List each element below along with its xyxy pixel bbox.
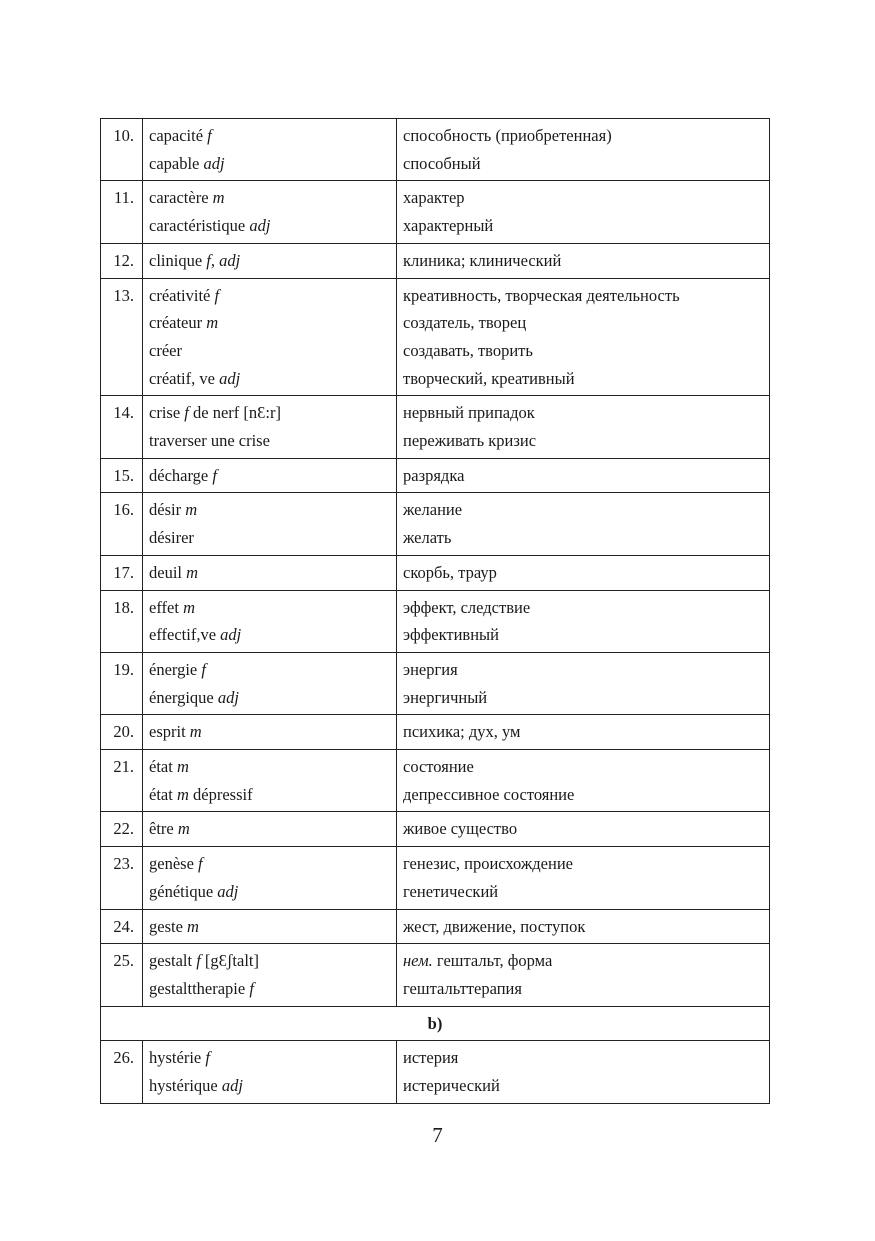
term-text: clinique [149, 250, 207, 270]
grammar-marker: adj [217, 687, 239, 707]
grammar-marker: f [207, 126, 212, 145]
vocab-row [101, 652, 770, 714]
french-term-cell [143, 652, 397, 714]
term-text: gestalt [149, 951, 197, 971]
entry-number: 16. [101, 493, 143, 555]
russian-translation-line [403, 656, 763, 684]
term-text: créatif, ve [149, 368, 220, 388]
term-text: разрядка [403, 465, 465, 485]
french-term-line [149, 975, 390, 1003]
term-text: énergique [149, 687, 218, 707]
vocab-row [101, 555, 770, 590]
russian-translation-line [403, 524, 763, 552]
french-term-cell [143, 847, 397, 909]
entry-number: 18. [101, 590, 143, 652]
russian-translation-cell [397, 396, 770, 458]
term-text: создатель, творец [403, 313, 527, 333]
entry-number: 22. [101, 812, 143, 847]
term-text: hystérie [149, 1048, 206, 1068]
french-term-line [149, 815, 390, 843]
entry-number: 10. [101, 119, 143, 181]
french-term-line [149, 781, 390, 809]
term-text: креативность, творческая деятельность [403, 285, 680, 305]
russian-translation-line [403, 913, 763, 941]
vocab-row [101, 119, 770, 181]
grammar-marker: f [184, 403, 189, 423]
russian-translation-line [403, 122, 763, 150]
french-term-cell [143, 750, 397, 812]
russian-translation-line [403, 462, 763, 490]
grammar-marker: f [198, 854, 203, 874]
vocab-row [101, 944, 770, 1006]
russian-translation-cell [397, 812, 770, 847]
vocabulary-table [100, 118, 770, 1104]
russian-translation-cell [397, 750, 770, 812]
grammar-marker: adj [221, 1076, 243, 1096]
french-term-line [149, 309, 390, 337]
term-text: esprit [149, 722, 190, 742]
french-term-line [149, 621, 390, 649]
grammar-marker: f [212, 465, 217, 485]
entry-number: 20. [101, 715, 143, 750]
vocab-row [101, 493, 770, 555]
term-text: décharge [149, 465, 213, 485]
grammar-marker: m [212, 188, 225, 208]
grammar-marker: adj [219, 368, 241, 388]
term-text: génétique [149, 881, 218, 901]
russian-translation-line [403, 621, 763, 649]
term-text: être [149, 819, 178, 839]
vocab-row [101, 458, 770, 493]
entry-number: 17. [101, 555, 143, 590]
french-term-cell [143, 181, 397, 243]
french-term-line [149, 1072, 390, 1100]
term-text: творческий, креативный [403, 368, 575, 388]
entry-number: 26. [101, 1041, 143, 1103]
vocab-row [101, 847, 770, 909]
entry-number: 14. [101, 396, 143, 458]
term-text: гештальт, форма [432, 951, 553, 971]
russian-translation-cell [397, 458, 770, 493]
term-text: истерия [403, 1048, 459, 1068]
french-term-line [149, 656, 390, 684]
grammar-marker: f [201, 659, 206, 679]
russian-translation-cell [397, 555, 770, 590]
term-text: genèse [149, 854, 199, 874]
french-term-line [149, 559, 390, 587]
term-text: желать [403, 528, 452, 548]
french-term-line [149, 212, 390, 240]
russian-translation-cell [397, 909, 770, 944]
term-text: créateur [149, 313, 207, 333]
term-text: de nerf [nƐ:r] [188, 403, 281, 423]
french-term-cell [143, 909, 397, 944]
term-text: désir [149, 500, 186, 520]
term-text: генетический [403, 881, 499, 901]
term-text: crise [149, 403, 185, 423]
vocab-row [101, 812, 770, 847]
vocab-row [101, 243, 770, 278]
term-text: депрессивное состояние [403, 784, 575, 804]
french-term-line [149, 913, 390, 941]
russian-translation-line [403, 496, 763, 524]
grammar-marker: m [187, 916, 199, 936]
grammar-marker: m [176, 784, 189, 804]
french-term-line [149, 947, 390, 975]
entry-number: 23. [101, 847, 143, 909]
entry-number: 19. [101, 652, 143, 714]
russian-translation-line [403, 947, 763, 975]
russian-translation-cell [397, 590, 770, 652]
term-text: способность (приобретенная) [403, 126, 612, 145]
french-term-line [149, 150, 390, 178]
french-term-line [149, 753, 390, 781]
russian-translation-line [403, 309, 763, 337]
term-text: жест, движение, поступок [403, 916, 586, 936]
vocabulary-table-body [101, 119, 770, 1104]
russian-translation-cell [397, 715, 770, 750]
entry-number: 25. [101, 944, 143, 1006]
term-text: deuil [149, 562, 187, 582]
french-term-cell [143, 555, 397, 590]
french-term-line [149, 718, 390, 746]
russian-translation-cell [397, 493, 770, 555]
french-term-cell [143, 590, 397, 652]
grammar-marker: adj [203, 153, 225, 173]
term-text: способный [403, 153, 481, 173]
term-text: желание [403, 500, 463, 520]
russian-translation-cell [397, 243, 770, 278]
term-text: энергичный [403, 687, 488, 707]
term-text: живое существо [403, 819, 518, 839]
french-term-line [149, 122, 390, 150]
term-text: désirer [149, 528, 194, 548]
grammar-marker: нем. [403, 951, 433, 971]
french-term-line [149, 399, 390, 427]
term-text: créativité [149, 285, 215, 305]
grammar-marker: m [189, 722, 202, 742]
russian-translation-cell [397, 1041, 770, 1103]
french-term-cell [143, 243, 397, 278]
entry-number: 12. [101, 243, 143, 278]
term-text: état [149, 784, 177, 804]
term-text: effet [149, 597, 184, 617]
term-text: скорбь, траур [403, 562, 497, 582]
page-number: 7 [432, 1123, 443, 1147]
french-term-cell [143, 1041, 397, 1103]
russian-translation-cell [397, 944, 770, 1006]
french-term-line [149, 850, 390, 878]
term-text: характер [403, 188, 465, 208]
entry-number: 13. [101, 278, 143, 396]
term-text: capacité [149, 126, 208, 145]
french-term-line [149, 282, 390, 310]
french-term-line [149, 684, 390, 712]
grammar-marker: f [214, 285, 220, 305]
grammar-marker: m [206, 313, 219, 333]
russian-translation-line [403, 781, 763, 809]
entry-number: 11. [101, 181, 143, 243]
russian-translation-cell [397, 278, 770, 396]
grammar-marker: adj [217, 881, 239, 901]
french-term-line [149, 462, 390, 490]
russian-translation-cell [397, 181, 770, 243]
grammar-marker: adj [219, 250, 241, 270]
grammar-marker: adj [249, 216, 271, 236]
french-term-line [149, 594, 390, 622]
term-text: состояние [403, 757, 474, 777]
entry-number: 15. [101, 458, 143, 493]
french-term-line [149, 878, 390, 906]
term-text: нервный припадок [403, 403, 535, 423]
term-text: créer [149, 340, 182, 360]
term-text: effectif,ve [149, 625, 221, 645]
vocab-row [101, 715, 770, 750]
french-term-cell [143, 458, 397, 493]
term-text: эффективный [403, 625, 499, 645]
term-text: истерический [403, 1076, 500, 1096]
russian-translation-line [403, 1072, 763, 1100]
russian-translation-line [403, 815, 763, 843]
term-text: caractéristique [149, 216, 250, 236]
grammar-marker: m [183, 597, 195, 617]
vocab-row [101, 590, 770, 652]
term-text: dépressif [188, 784, 253, 804]
term-text: переживать кризис [403, 431, 537, 451]
russian-translation-line [403, 212, 763, 240]
russian-translation-line [403, 684, 763, 712]
grammar-marker: m [186, 562, 199, 582]
term-text: эффект, следствие [403, 597, 531, 617]
term-text: hystérique [149, 1076, 222, 1096]
grammar-marker: m [185, 500, 198, 520]
term-text: gestalttherapie [149, 978, 250, 998]
vocab-row [101, 1041, 770, 1103]
russian-translation-line [403, 184, 763, 212]
french-term-cell [143, 493, 397, 555]
french-term-line [149, 496, 390, 524]
russian-translation-line [403, 878, 763, 906]
term-text: энергия [403, 659, 458, 679]
french-term-line [149, 1044, 390, 1072]
grammar-marker: f [206, 250, 211, 270]
french-term-line [149, 184, 390, 212]
grammar-marker: f [205, 1048, 210, 1068]
russian-translation-line [403, 559, 763, 587]
french-term-line [149, 337, 390, 365]
section-header-row [101, 1006, 770, 1041]
term-text: geste [149, 916, 188, 936]
vocab-row [101, 278, 770, 396]
term-text: генезис, происхождение [403, 854, 573, 874]
grammar-marker: m [177, 819, 190, 839]
term-text: caractère [149, 188, 213, 208]
term-text: психика; дух, ум [403, 722, 521, 742]
term-text: , [210, 250, 220, 270]
russian-translation-line [403, 594, 763, 622]
section-label: b) [101, 1006, 770, 1041]
french-term-line [149, 365, 390, 393]
term-text: клиника; клинический [403, 250, 562, 270]
french-term-cell [143, 278, 397, 396]
russian-translation-cell [397, 652, 770, 714]
russian-translation-line [403, 150, 763, 178]
entry-number: 21. [101, 750, 143, 812]
grammar-marker: f [249, 978, 254, 998]
french-term-line [149, 427, 390, 455]
russian-translation-line [403, 975, 763, 1003]
french-term-cell [143, 396, 397, 458]
term-text: énergie [149, 659, 202, 679]
vocab-row [101, 750, 770, 812]
russian-translation-cell [397, 847, 770, 909]
term-text: гештальттерапия [403, 978, 522, 998]
russian-translation-line [403, 399, 763, 427]
entry-number: 24. [101, 909, 143, 944]
russian-translation-line [403, 753, 763, 781]
term-text: создавать, творить [403, 340, 533, 360]
russian-translation-line [403, 282, 763, 310]
french-term-cell [143, 812, 397, 847]
term-text: état [149, 757, 177, 777]
russian-translation-line [403, 718, 763, 746]
french-term-cell [143, 944, 397, 1006]
vocab-row [101, 396, 770, 458]
grammar-marker: m [176, 757, 189, 777]
term-text: capable [149, 153, 204, 173]
term-text: traverser une crise [149, 431, 270, 451]
vocab-row [101, 909, 770, 944]
french-term-line [149, 247, 390, 275]
grammar-marker: f [196, 951, 201, 971]
grammar-marker: adj [220, 625, 242, 645]
french-term-cell [143, 119, 397, 181]
russian-translation-line [403, 427, 763, 455]
russian-translation-cell [397, 119, 770, 181]
vocab-row [101, 181, 770, 243]
term-text: характерный [403, 216, 494, 236]
french-term-cell [143, 715, 397, 750]
russian-translation-line [403, 365, 763, 393]
russian-translation-line [403, 247, 763, 275]
russian-translation-line [403, 1044, 763, 1072]
term-text: [gƐʃtalt] [200, 951, 259, 971]
french-term-line [149, 524, 390, 552]
russian-translation-line [403, 337, 763, 365]
russian-translation-line [403, 850, 763, 878]
